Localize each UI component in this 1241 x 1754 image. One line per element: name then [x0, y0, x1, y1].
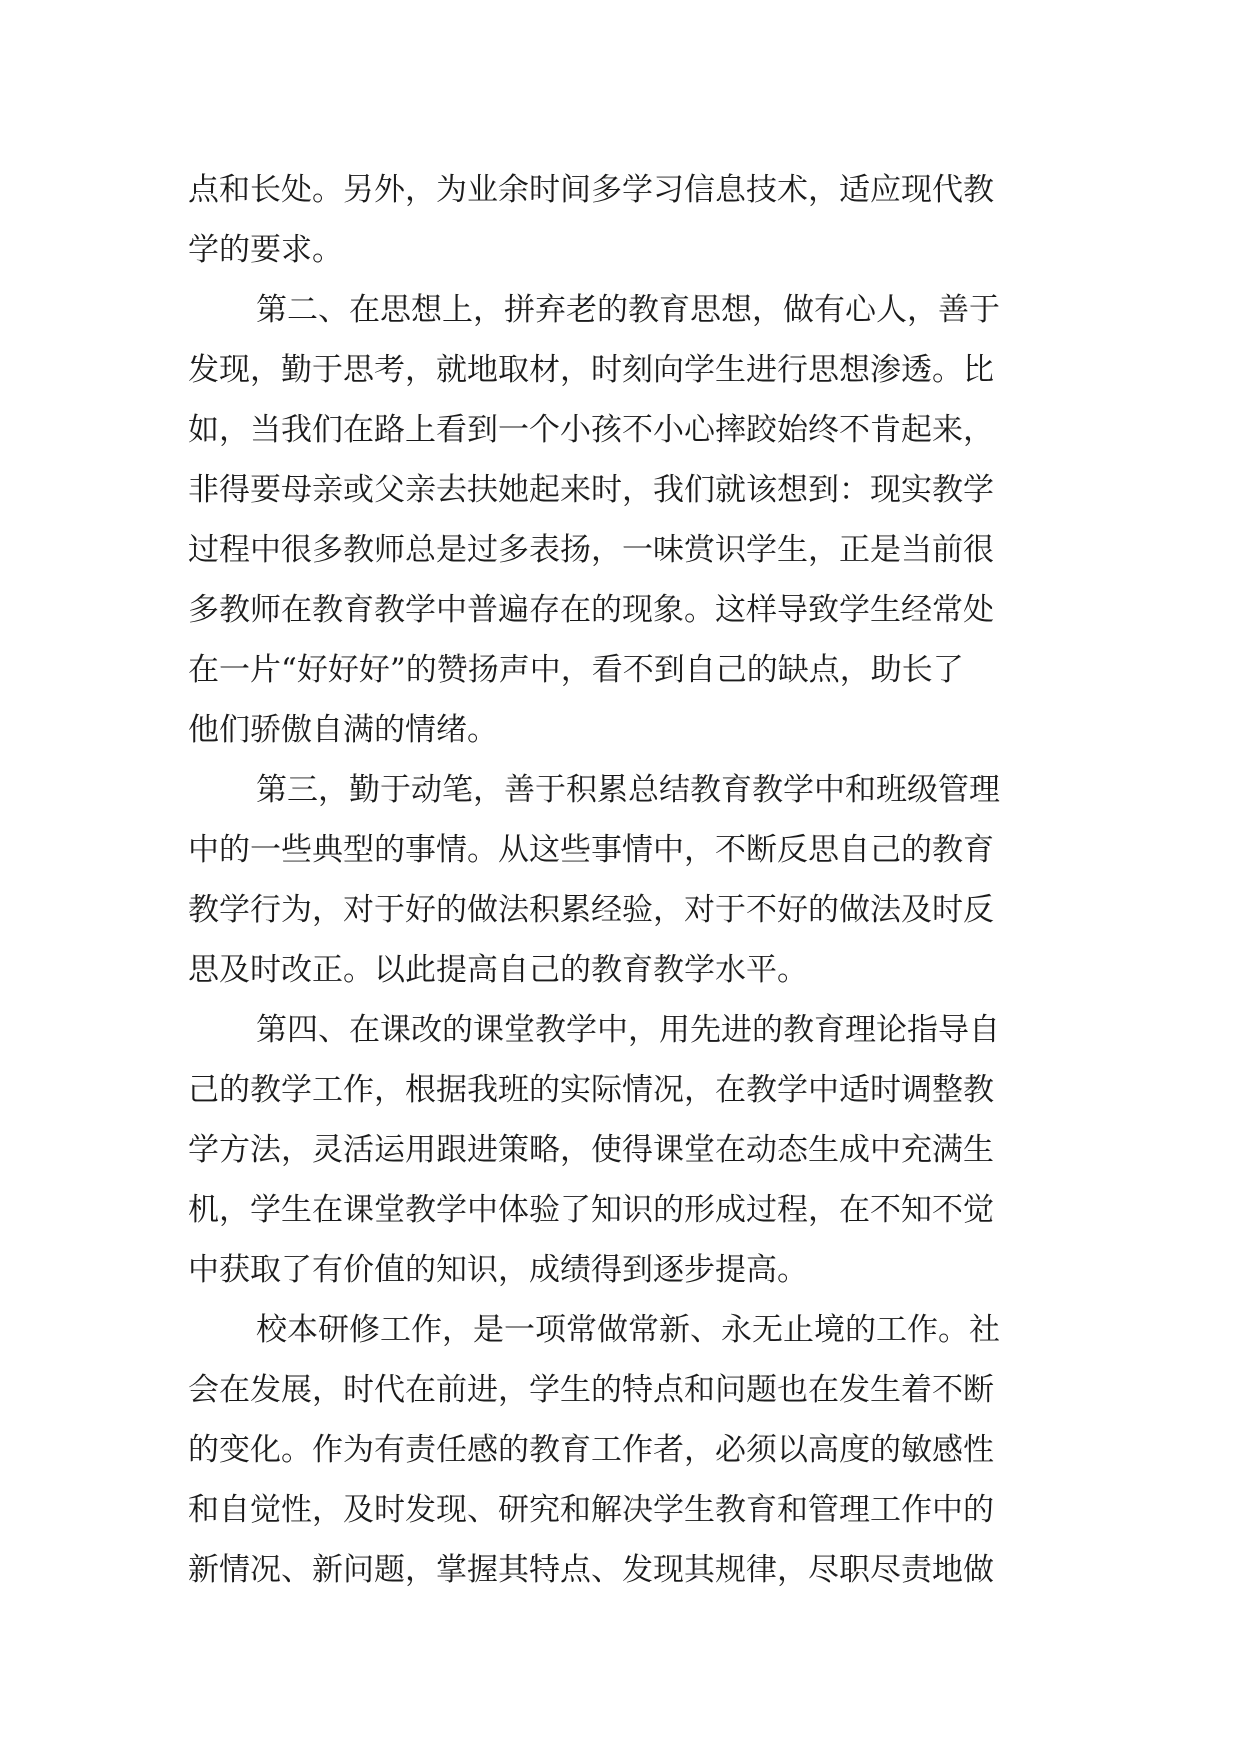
- text-line: 非得要母亲或父亲去扶她起来时，我们就该想到：现实教学: [188, 472, 994, 508]
- text-line: 在一片“好好好”的赞扬声中，看不到自己的缺点，助长了: [188, 652, 964, 688]
- text-line: 的变化。作为有责任感的教育工作者，必须以高度的敏感性: [188, 1432, 994, 1468]
- text-line: 中的一些典型的事情。从这些事情中，不断反思自己的教育: [188, 832, 994, 868]
- text-line: 己的教学工作，根据我班的实际情况，在教学中适时调整教: [188, 1072, 994, 1108]
- body-text: [188, 160, 1053, 1600]
- text-line: 他们骄傲自满的情绪。: [188, 712, 498, 748]
- text-line: 过程中很多教师总是过多表扬，一味赏识学生，正是当前很: [188, 532, 994, 568]
- text-line: 中获取了有价值的知识，成绩得到逐步提高。: [188, 1252, 808, 1288]
- text-line: 点和长处。另外，为业余时间多学习信息技术，适应现代教: [188, 172, 994, 208]
- text-line: 机，学生在课堂教学中体验了知识的形成过程，在不知不觉: [188, 1192, 994, 1228]
- paragraph-first-line: 第二、在思想上，拼弃老的教育思想，做有心人，善于: [256, 292, 1000, 328]
- text-line: 教学行为，对于好的做法积累经验，对于不好的做法及时反: [188, 892, 994, 928]
- text-line: 发现，勤于思考，就地取材，时刻向学生进行思想渗透。比: [188, 352, 994, 388]
- text-line: 如，当我们在路上看到一个小孩不小心摔跤始终不肯起来，: [188, 412, 994, 448]
- text-line: 思及时改正。以此提高自己的教育教学水平。: [188, 952, 808, 988]
- text-line: 多教师在教育教学中普遍存在的现象。这样导致学生经常处: [188, 592, 994, 628]
- paragraph-first-line: 校本研修工作，是一项常做常新、永无止境的工作。社: [256, 1312, 1000, 1348]
- paragraph-first-line: 第四、在课改的课堂教学中，用先进的教育理论指导自: [256, 1012, 1000, 1048]
- text-line: 和自觉性，及时发现、研究和解决学生教育和管理工作中的: [188, 1492, 994, 1528]
- text-line: 新情况、新问题，掌握其特点、发现其规律，尽职尽责地做: [188, 1552, 994, 1588]
- text-line: 会在发展，时代在前进，学生的特点和问题也在发生着不断: [188, 1372, 994, 1408]
- text-line: 学方法，灵活运用跟进策略，使得课堂在动态生成中充满生: [188, 1132, 994, 1168]
- text-line: 学的要求。: [188, 232, 343, 268]
- paragraph-first-line: 第三，勤于动笔，善于积累总结教育教学中和班级管理: [256, 772, 1000, 808]
